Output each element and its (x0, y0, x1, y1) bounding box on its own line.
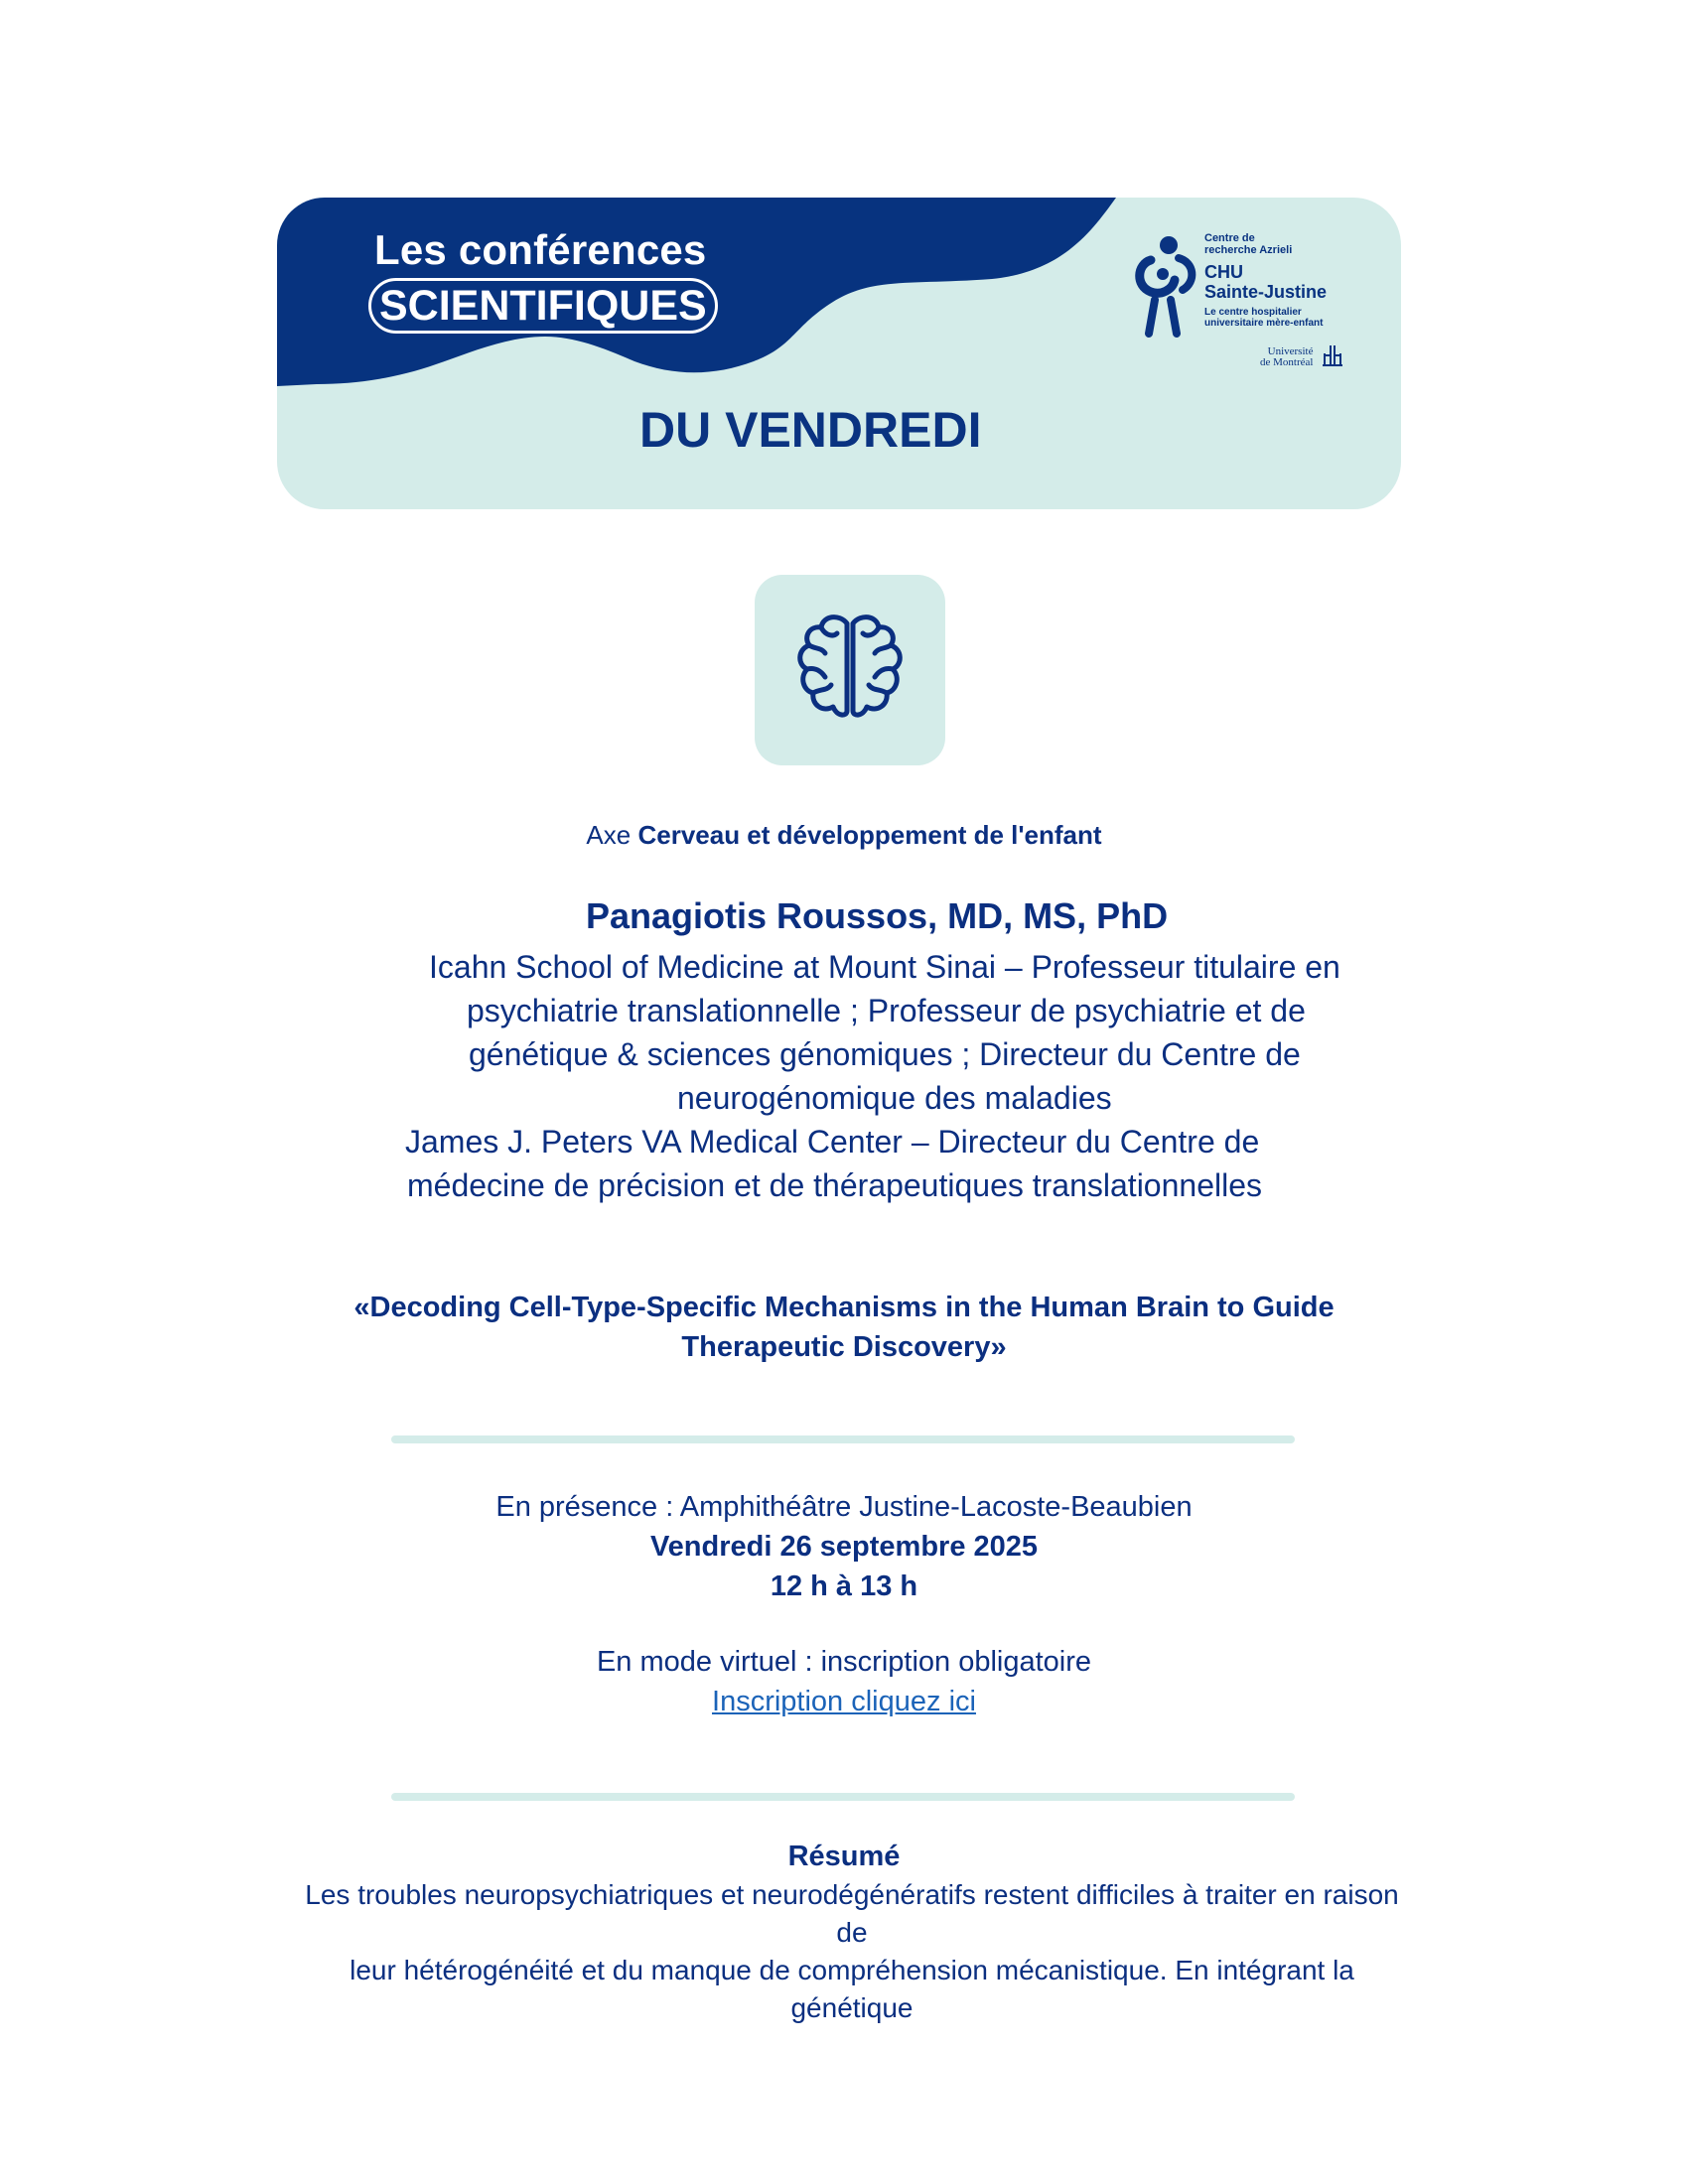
logo-chu-subtitle: Le centre hospitalier universitaire mère-enfant (1204, 307, 1324, 329)
registration-link[interactable]: Inscription cliquez ici (712, 1686, 976, 1717)
event-details (0, 1487, 1688, 1606)
virtual-note: En mode virtuel : inscription obligatoire (596, 1646, 1092, 1678)
brain-icon-tile (755, 575, 945, 765)
brain-icon (781, 602, 918, 739)
divider (391, 1435, 1295, 1443)
speaker-affiliation-line: médecine de précision et de thérapeutiques translationnelles (407, 1167, 1262, 1203)
event-time: 12 h à 13 h (770, 1570, 918, 1602)
event-date: Vendredi 26 septembre 2025 (649, 1531, 1039, 1563)
logo-research-centre: Centre de recherche Azrieli (1204, 232, 1293, 256)
banner-title-pill: SCIENTIFIQUES (368, 278, 718, 334)
chu-sainte-justine-logo-icon (1129, 234, 1200, 338)
research-axis (0, 820, 1688, 851)
axis-name: Cerveau et développement de l'enfant (637, 820, 1102, 850)
speaker-affiliation-line: neurogénomique des maladies (677, 1080, 1112, 1116)
axis-prefix: Axe (586, 820, 632, 850)
abstract-title: Résumé (787, 1841, 901, 1872)
udem-logo-icon (1322, 343, 1343, 367)
speaker-name: Panagiotis Roussos, MD, MS, PhD (586, 895, 1169, 936)
conference-banner (277, 198, 1401, 509)
speaker-affiliation-line: psychiatrie translationnelle ; Professeur de psychiatrie et de (467, 993, 1306, 1028)
banner-title-line1: Les conférences (374, 226, 707, 273)
talk-title: «Decoding Cell-Type-Specific Mechanisms in the Human Brain to Guide Therapeutic Discovery» (353, 1292, 1335, 1363)
speaker-affiliation-line: génétique & sciences génomiques ; Directeur du Centre de (469, 1036, 1301, 1072)
abstract-text: Les troubles neuropsychiatriques et neurodégénératifs restent difficiles à traiter en raison de leur hétérogénéité et du manque de compréhension mécanistique. En intégrant la génétique (305, 1879, 1399, 2023)
logo-universite-de-montreal: Université de Montréal (1260, 345, 1314, 368)
speaker-affiliation-line: Icahn School of Medicine at Mount Sinai – Professeur titulaire en (429, 949, 1340, 985)
banner-title-line2: DU VENDREDI (639, 402, 982, 458)
virtual-details (0, 1642, 1688, 1721)
divider (391, 1793, 1295, 1801)
speaker-affiliation-line: James J. Peters VA Medical Center – Directeur du Centre de (405, 1124, 1260, 1160)
in-person-location: En présence : Amphithéâtre Justine-Lacoste-Beaubien (495, 1491, 1193, 1523)
logo-chu-name: CHU Sainte-Justine (1204, 262, 1328, 302)
